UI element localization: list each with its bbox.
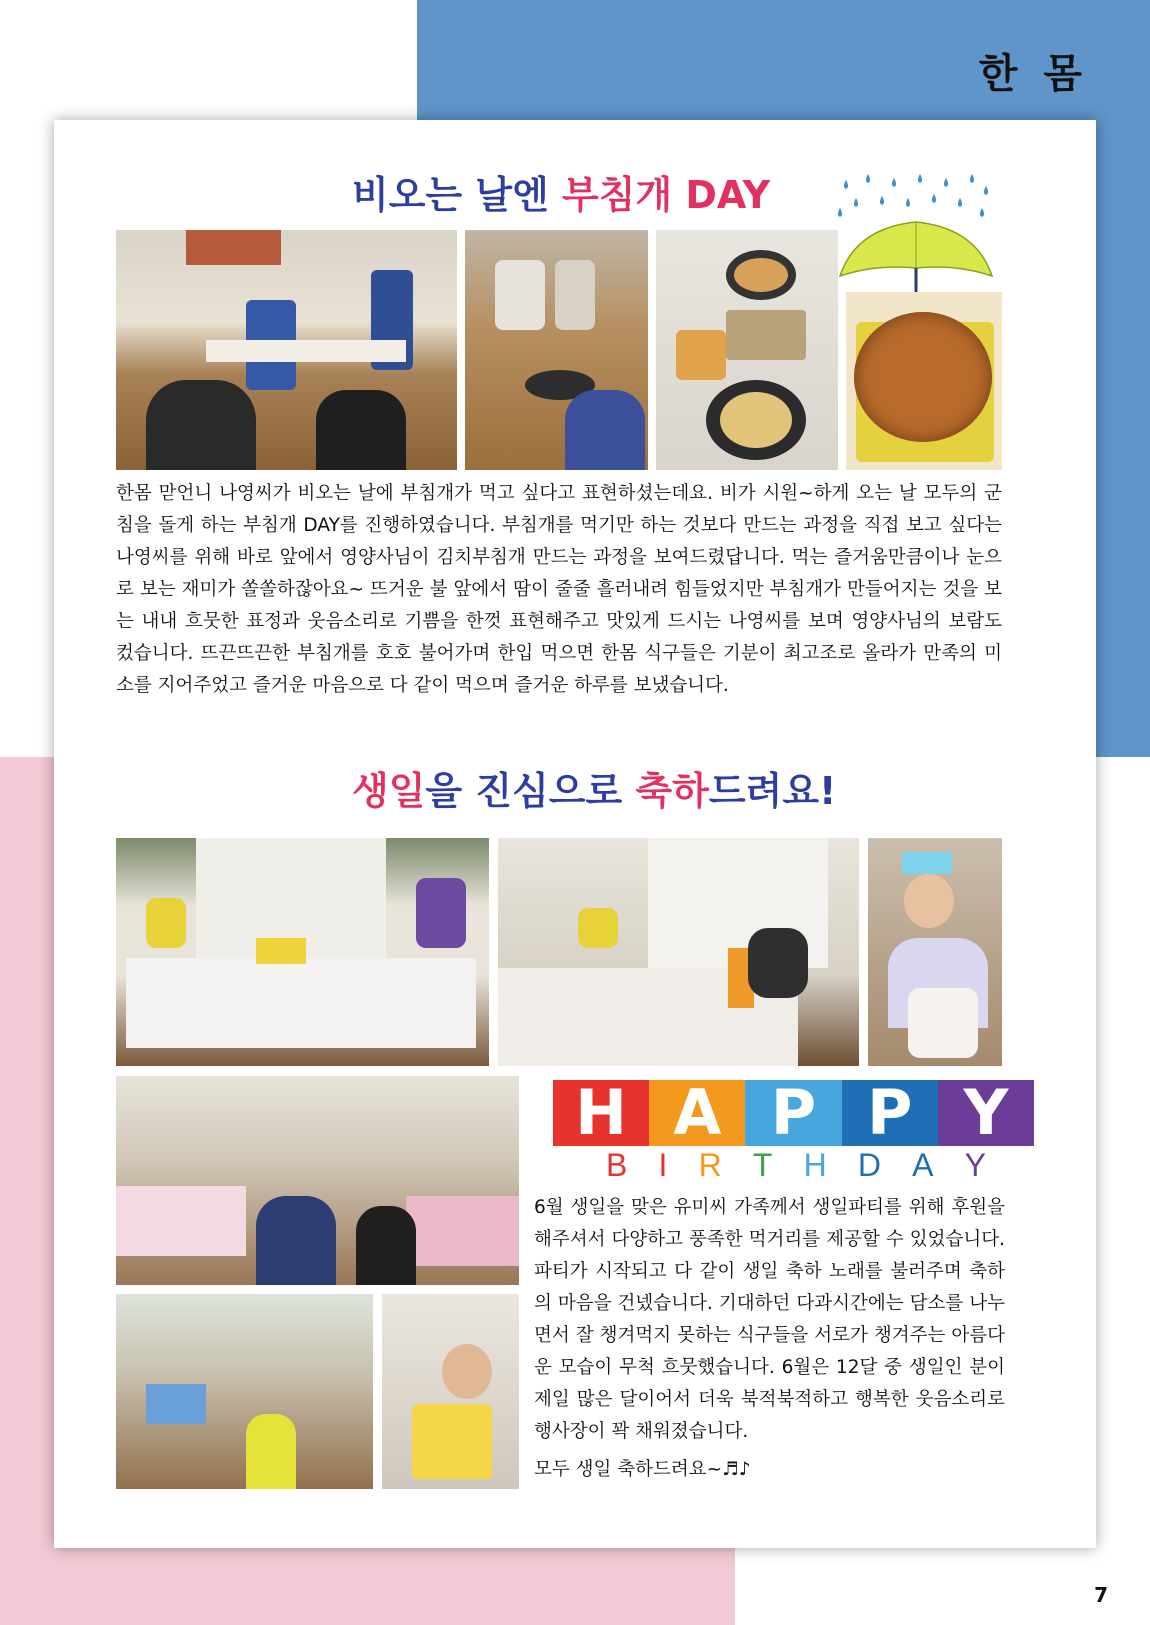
birthday-letter: T [752,1147,773,1183]
photo-watching-cooking [465,230,648,470]
photo-cooking-demo [116,230,457,470]
happy-letter-block: Y [938,1080,1034,1146]
section1-body-text: 한몸 맏언니 나영씨가 비오는 날에 부침개가 먹고 싶다고 표현하셨는데요. 비가 시원~하게 오는 날 모두의 군침을 돌게 하는 부침개 DAY를 진행하였습니다. 부침개를 먹기만 하는 것보다 만드는 과정을 직접 보고 싶다는 나영씨를 위해 바로 앞에서 영양사님이 김치부침개 만드는 과정을 보여드렸답니다. 먹는 즐거움만큼이나 눈으로 보는 재미가 쏠쏠하잖아요~ 뜨거운 불 앞에서 땀이 줄줄 흘러내려 힘들었지만 부침개가 만들어지는 것을 보는 내내 흐뭇한 표정과 웃음소리로 기쁨을 한껏 표현해주고 맛있게 드시는 나영씨를 보며 영양사님의 보람도 컸습니다. 뜨끈뜨끈한 부침개를 호호 불어가며 한입 먹으면 한몸 식구들은 기분이 최고조로 올라가 만족의 미소를 지어주었고 즐거운 마음으로 다 같이 먹으며 즐거운 하루를 보냈습니다. [116,483,1002,696]
photo-birthday-table-1 [116,838,489,1066]
photo-cake-candles [382,1294,519,1489]
content-card [54,120,1096,1548]
section2-closing-text: 모두 생일 축하드려요~♬♪ [534,1459,751,1480]
happy-letter-block: P [745,1080,841,1146]
birthday-letter: Y [964,1147,986,1183]
birthday-letters [606,1147,986,1184]
section1-title-part2: 부침개 DAY [562,173,771,217]
photo-party-wide [116,1294,373,1489]
section2-title [352,760,836,815]
photo-pancake-closeup [846,292,1002,470]
section1-title [352,164,770,219]
section1-title-part1: 비오는 날엔 [352,173,562,217]
section2-body-text: 6월 생일을 맞은 유미씨 가족께서 생일파티를 위해 후원을 해주셔서 다양하고 풍족한 먹거리를 제공할 수 있었습니다. 파티가 시작되고 다 같이 생일 축하 노래를 불러주며 축하의 마음을 건넸습니다. 기대하던 다과시간에는 담소를 나누면서 잘 챙겨먹지 못하는 식구들을 서로가 챙겨주는 아름다운 모습이 무척 흐뭇했습니다. 6월은 12달 중 생일인 분이 제일 많은 달이어서 더욱 북적북적하고 행복한 웃음소리로 행사장이 꽉 채워졌습니다. [534,1197,1005,1442]
photo-pancake-pans [656,230,838,470]
page-number: 7 [1094,1583,1108,1607]
birthday-letter: R [698,1147,722,1183]
photo-birthday-table-2 [498,838,859,1066]
umbrella-rain-icon [836,172,996,310]
birthday-letter: B [606,1147,628,1183]
happy-graphic [553,1076,1034,1149]
section2-title-part1: 생일 [352,769,426,813]
photo-party-hall [116,1076,519,1285]
section2-title-part4: 드려요! [708,769,837,813]
birthday-letter: H [803,1147,827,1183]
happy-letter-block: H [553,1080,649,1146]
birthday-letter: A [912,1147,934,1183]
happy-letter-block: A [649,1080,745,1146]
birthday-letter: D [857,1147,881,1183]
photo-birthday-girl-crown [868,838,1002,1066]
section2-title-part2: 을 진심으로 [425,769,636,813]
section2-title-part3: 축하 [635,769,709,813]
header-title: 한 몸 [978,51,1088,97]
happy-letter-block: P [842,1080,938,1146]
birthday-letter: I [658,1147,668,1183]
